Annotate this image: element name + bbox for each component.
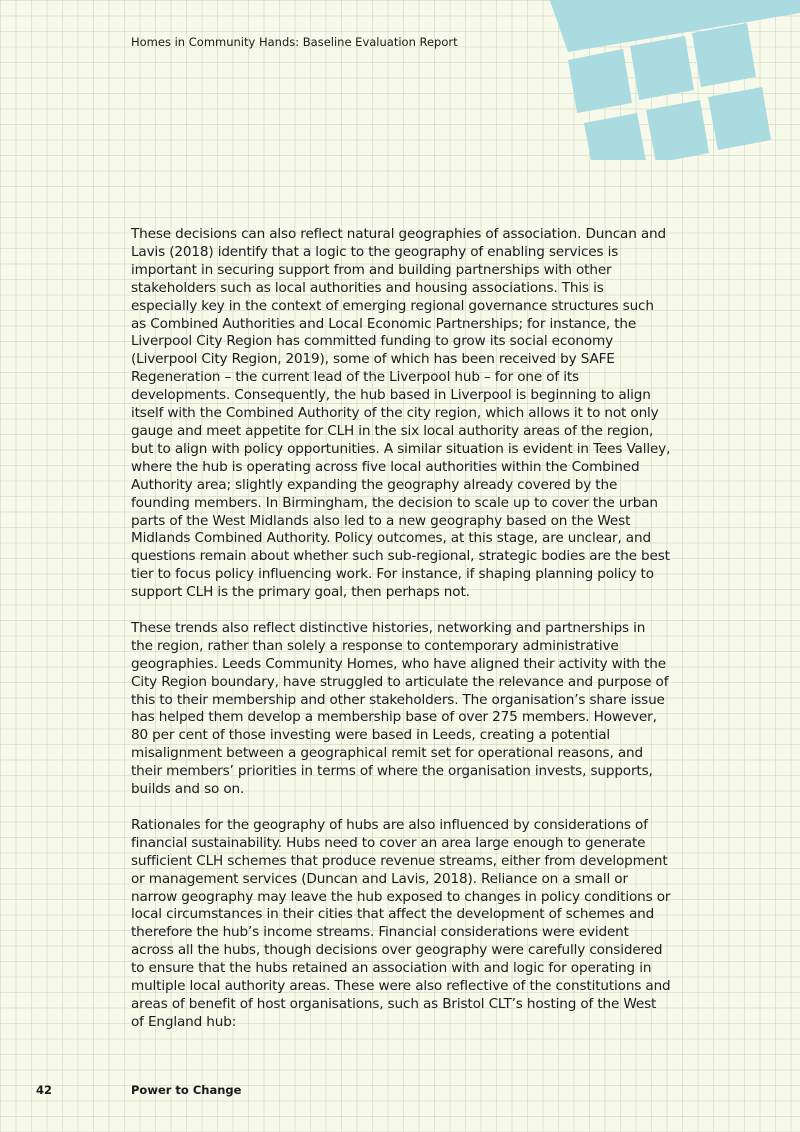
paragraph: These decisions can also reflect natural geographies of association. Duncan and Lavis (2018) identify that a logic to the geography of enabling services is important in securing support from and building partnerships with other stakeholders such as local authorities and housing associations. This is especially key in the context of emerging regional governance structures such as Combined Authorities and Local Economic Partnerships; for instance, the Liverpool City Region has committed funding to grow its social economy (Liverpool City Region, 2019), some of which has been received by SAFE Regeneration – the current lead of the Liverpool hub – for one of its developments. Consequently, the hub based in Liverpool is beginning to align itself with the Combined Authority of the city region, which allows it to not only gauge and meet appetite for CLH in the six local authority areas of the region, but to align with policy opportunities. A similar situation is evident in Tees Valley, where the hub is operating across five local authorities within the Combined Authority area; slightly expanding the geography already covered by the founding members. In Birmingham, the decision to scale up to cover the urban parts of the West Midlands also led to a new geography based on the West Midlands Combined Authority. Policy outcomes, at this stage, are unclear, and questions remain about whether such sub-regional, strategic bodies are the best tier to focus policy influencing work. For instance, if shaping planning policy to support CLH is the primary goal, then perhaps not. bbox=[131, 226, 671, 601]
paragraph: Rationales for the geography of hubs are also influenced by considerations of financial sustainability. Hubs need to cover an area large enough to generate sufficient CLH schemes that produce revenue streams, either from development or management services (Duncan and Lavis, 2018). Reliance on a small or narrow geography may leave the hub exposed to changes in policy conditions or local circumstances in their cities that affect the development of schemes and therefore the hub’s income streams. Financial considerations were evident across all the hubs, though decisions over geography were carefully considered to ensure that the hubs retained an association with and logic for operating in multiple local authority areas. These were also reflective of the constitutions and areas of benefit of host organisations, such as Bristol CLT’s hosting of the West of England hub: bbox=[131, 816, 671, 1030]
page-number: 42 bbox=[36, 1083, 53, 1097]
grid-tiles-graphic bbox=[0, 0, 800, 160]
body-text bbox=[131, 226, 671, 1050]
publisher-name: Power to Change bbox=[131, 1083, 242, 1097]
paragraph: These trends also reflect distinctive histories, networking and partnerships in the region, rather than solely a response to contemporary administrative geographies. Leeds Community Homes, who have aligned their activity with the City Region boundary, have struggled to articulate the relevance and purpose of this to their membership and other stakeholders. The organisation’s share issue has helped them develop a membership base of over 275 members. However, 80 per cent of those investing were based in Leeds, creating a potential misalignment between a geographical remit set for operational reasons, and their members’ priorities in terms of where the organisation invests, supports, builds and so on. bbox=[131, 619, 669, 798]
running-header: Homes in Community Hands: Baseline Evaluation Report bbox=[131, 35, 458, 49]
